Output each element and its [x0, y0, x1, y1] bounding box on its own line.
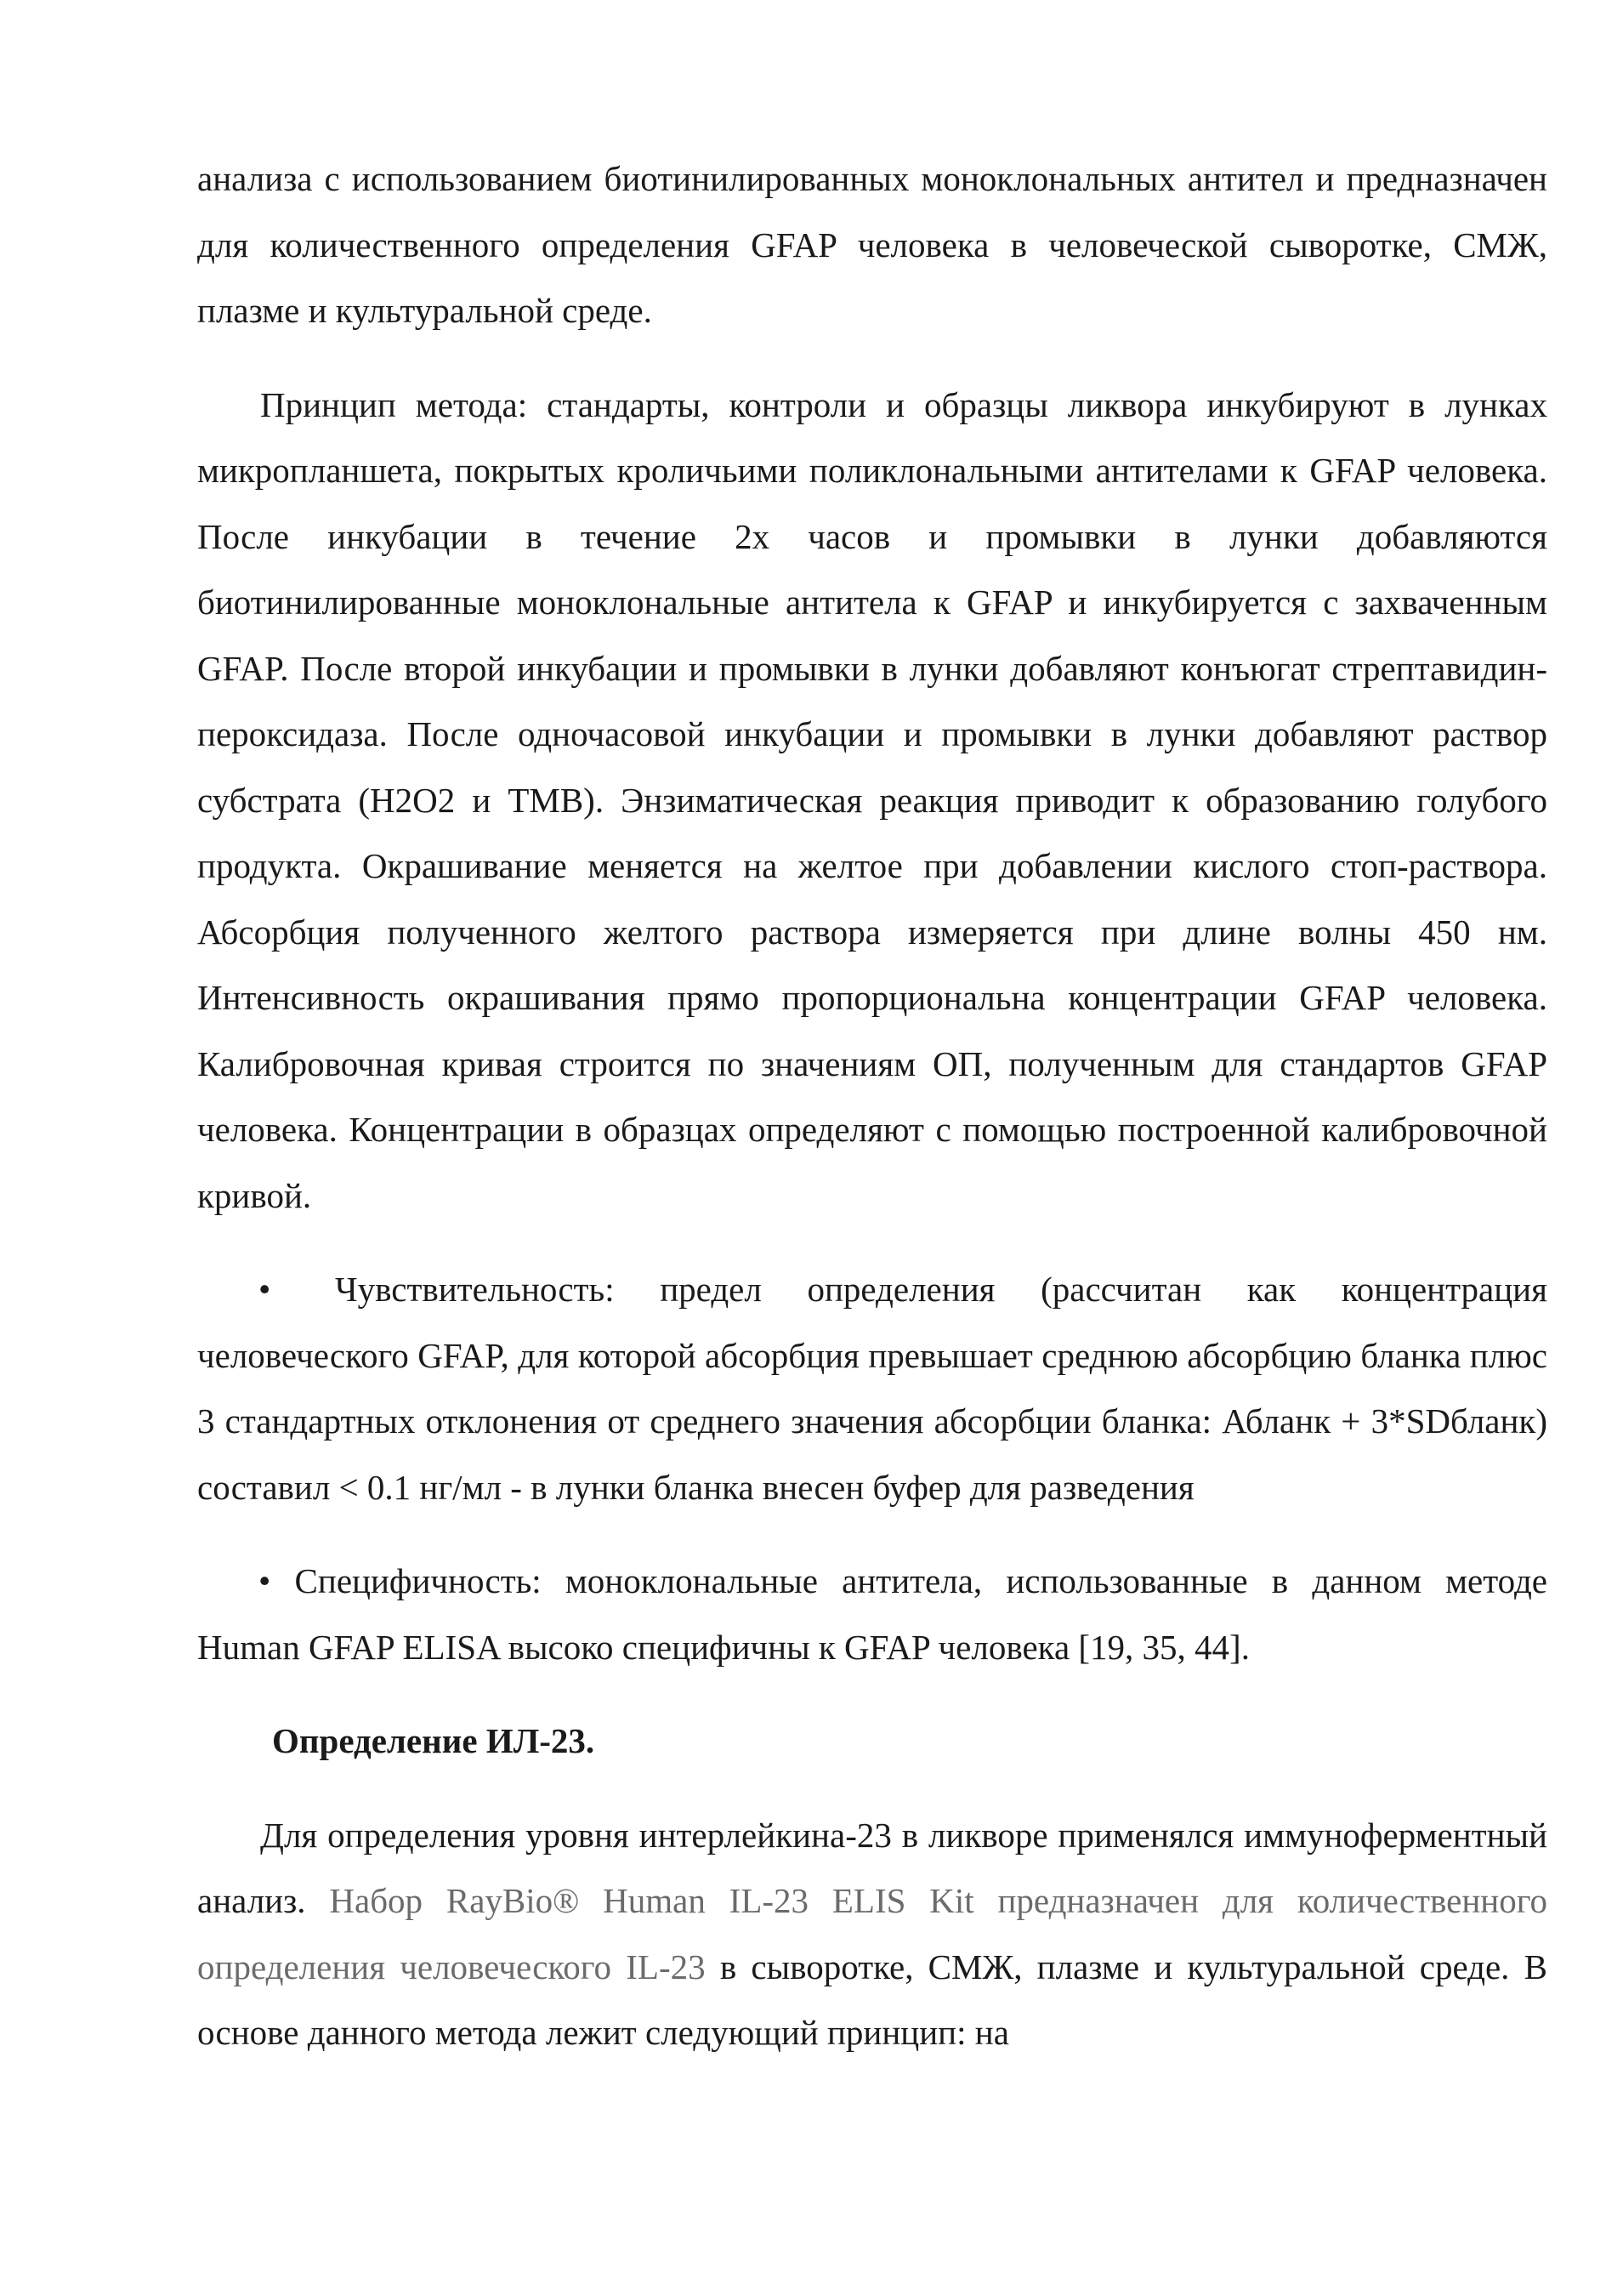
- bullet-mark: •: [258, 1561, 271, 1600]
- paragraph-il23-end: в сыворотке, СМЖ, плазме и культуральной среде. В основе данного метода лежит следующий принцип: на: [197, 1946, 1547, 2052]
- bullet-specificity-text: Специфичность: моноклональные антитела, использованные в данном методе Human GFAP ELISA высоко специфичны к GFAP человека [19, 35, 44].: [197, 1561, 1548, 1667]
- bullet-specificity: [197, 1549, 1547, 1680]
- paragraph-il23-start: Для определения уровня интерлейкина-23 в ликворе применялся иммуноферментный анализ.: [197, 1815, 1547, 1920]
- paragraph-il23-kit: Набор RayBio® Human IL-23 ELIS Kit предназначен для количественного определения человеческого IL-23: [197, 1881, 1548, 1986]
- bullet-sensitivity-text: Чувствительность: предел определения (рассчитан как концентрация человеческого GFAP, для которой абсорбция превышает среднюю абсорбцию бланка плюс 3 стандартных отклонения от среднего значения абсорбции бланка: Абланк + 3*SDбланк) составил < 0.1 нг/мл - в лунки бланка внесен буфер для разведения: [197, 1270, 1547, 1507]
- section-heading-il23: Определение ИЛ-23.: [272, 1721, 595, 1760]
- paragraph-method-principle: Принцип метода: стандарты, контроли и образцы ликвора инкубируют в лунках микропланшета, покрытых кроличьими поликлональными антителами к GFAP человека. После инкубации в течение 2х часов и промывки в лунки добавляются биотинилированные моноклональные антитела к GFAP и инкубируется с захваченным GFAP. После второй инкубации и промывки в лунки добавляют конъюгат стрептавидин-пероксидаза. После одночасовой инкубации и промывки в лунки добавляют раствор субстрата (H2O2 и TMB). Энзиматическая реакция приводит к образованию голубого продукта. Окрашивание меняется на желтое при добавлении кислого стоп-раствора. Абсорбция полученного желтого раствора измеряется при длине волны 450 нм. Интенсивность окрашивания прямо пропорциональна концентрации GFAP человека. Калибровочная кривая строится по значениям ОП, полученным для стандартов GFAP человека. Концентрации в образцах определяют с помощью построенной калибровочной кривой.: [197, 384, 1547, 1215]
- paragraph-gfap-intro: анализа с использованием биотинилированных моноклональных антител и предназначен для количественного определения GFAP человека в человеческой сыворотке, СМЖ, плазме и культуральной среде.: [197, 159, 1547, 330]
- paragraph-il23-method: [197, 1803, 1547, 2066]
- bullet-mark: •: [258, 1270, 271, 1309]
- bullet-sensitivity: [197, 1257, 1547, 1520]
- document-page: [197, 146, 1547, 2066]
